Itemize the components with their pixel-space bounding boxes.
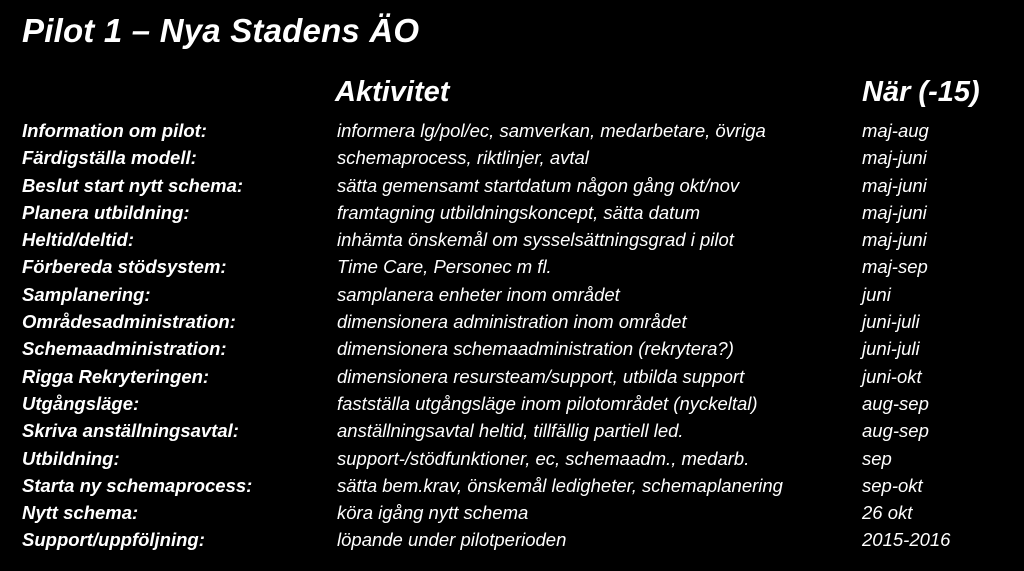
table-row [0, 335, 1024, 362]
row-label: Förbereda stödsystem: [22, 256, 227, 278]
row-activity: framtagning utbildningskoncept, sätta datum [337, 201, 701, 223]
row-activity: sätta bem.krav, önskemål ledigheter, schemaplanering [337, 474, 783, 496]
activity-table [0, 117, 1024, 554]
row-when: maj-sep [862, 256, 928, 278]
row-activity: dimensionera resursteam/support, utbilda support [337, 365, 745, 387]
row-label: Utbildning: [22, 447, 120, 469]
row-activity: köra igång nytt schema [337, 502, 529, 524]
row-activity: samplanera enheter inom området [337, 283, 620, 305]
row-label: Färdigställa modell: [22, 147, 197, 169]
row-when: sep [862, 447, 892, 469]
table-row [0, 390, 1024, 417]
row-activity: anställningsavtal heltid, tillfällig partiell led. [337, 420, 684, 442]
row-activity: informera lg/pol/ec, samverkan, medarbetare, övriga [337, 120, 766, 141]
row-label: Planera utbildning: [22, 201, 190, 223]
row-label: Information om pilot: [22, 120, 207, 141]
table-row [0, 445, 1024, 472]
row-activity: Time Care, Personec m fl. [337, 256, 552, 278]
row-activity: support-/stödfunktioner, ec, schemaadm., medarb. [337, 447, 750, 469]
column-header-activity: Aktivitet [335, 76, 450, 108]
table-row [0, 144, 1024, 171]
row-label: Heltid/deltid: [22, 229, 135, 251]
row-when: juni-juli [862, 338, 920, 360]
row-when: 2015-2016 [862, 529, 951, 551]
row-when: sep-okt [862, 474, 923, 496]
row-when: aug-sep [862, 392, 929, 414]
table-row [0, 417, 1024, 444]
row-when: juni-okt [862, 365, 922, 387]
table-row [0, 253, 1024, 280]
row-label: Nytt schema: [22, 502, 139, 524]
table-row [0, 526, 1024, 553]
row-label: Utgångsläge: [22, 392, 140, 414]
row-activity: schemaprocess, riktlinjer, avtal [337, 147, 589, 169]
table-row [0, 172, 1024, 199]
row-activity: dimensionera schemaadministration (rekrytera?) [337, 338, 734, 360]
row-activity: dimensionera administration inom området [337, 311, 687, 333]
row-label: Rigga Rekryteringen: [22, 365, 210, 387]
table-row [0, 226, 1024, 253]
row-when: aug-sep [862, 420, 929, 442]
table-row [0, 117, 1024, 144]
table-row [0, 472, 1024, 499]
row-label: Support/uppföljning: [22, 529, 205, 551]
table-row [0, 281, 1024, 308]
row-when: maj-juni [862, 229, 927, 251]
row-label: Beslut start nytt schema: [22, 174, 244, 196]
column-header-when: När (-15) [862, 76, 980, 108]
row-activity: sätta gemensamt startdatum någon gång okt/nov [337, 174, 740, 196]
row-label: Starta ny schemaprocess: [22, 474, 253, 496]
row-when: maj-juni [862, 174, 927, 196]
slide-title: Pilot 1 – Nya Stadens ÄO [22, 12, 420, 49]
row-when: maj-aug [862, 120, 929, 141]
row-when: maj-juni [862, 147, 927, 169]
table-row [0, 499, 1024, 526]
row-when: juni-juli [862, 311, 920, 333]
row-label: Skriva anställningsavtal: [22, 420, 239, 442]
row-when: juni [862, 283, 891, 305]
row-label: Samplanering: [22, 283, 151, 305]
row-when: 26 okt [862, 502, 913, 524]
row-when: maj-juni [862, 201, 927, 223]
table-row [0, 363, 1024, 390]
table-row [0, 308, 1024, 335]
table-row [0, 199, 1024, 226]
row-activity: inhämta önskemål om sysselsättningsgrad i pilot [337, 229, 734, 251]
row-label: Schemaadministration: [22, 338, 227, 360]
row-activity: löpande under pilotperioden [337, 529, 567, 551]
row-activity: fastställa utgångsläge inom pilotområdet (nyckeltal) [337, 392, 758, 414]
row-label: Områdesadministration: [22, 311, 236, 333]
